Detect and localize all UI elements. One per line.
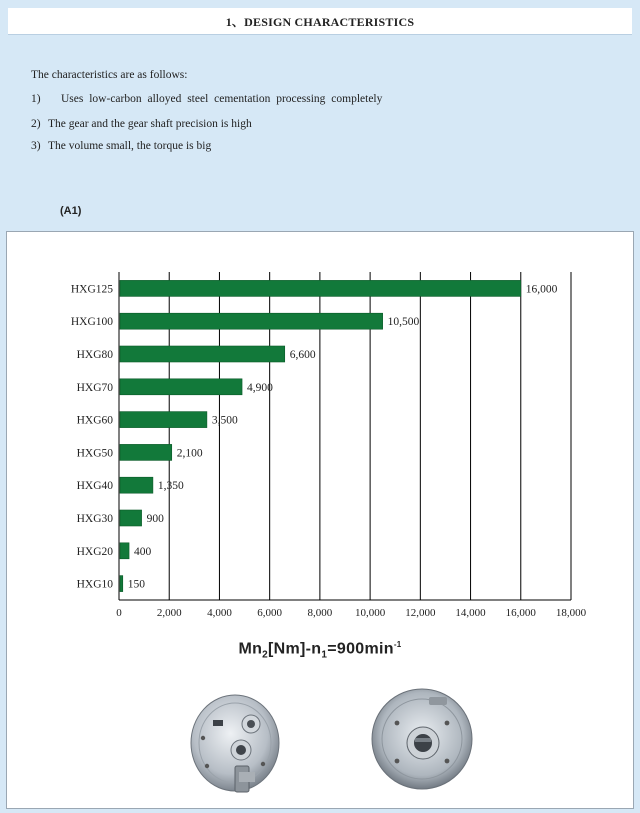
value-label-hxg60: 3,500 [211,414,238,427]
gear-reducer-photo-1 [183,688,283,798]
bar-hxg70 [120,379,242,395]
list-item-num-1: 1) [31,93,41,105]
bar-hxg50 [120,444,172,460]
x-tick-label-0: 0 [116,607,122,619]
category-label-hxg70: HXG70 [76,381,113,394]
value-label-hxg100: 10,500 [387,316,420,329]
bar-hxg30 [120,510,142,526]
category-label-hxg10: HXG10 [76,578,113,591]
chart-panel [6,231,634,809]
x-tick-label-7: 14,000 [455,607,486,619]
axis-title-tail: =900min [327,640,394,658]
bar-hxg10 [120,576,123,592]
category-label-hxg125: HXG125 [70,283,113,296]
bar-hxg40 [120,477,153,493]
x-tick-label-3: 6,000 [257,607,283,619]
value-label-hxg70: 4,900 [247,381,273,394]
x-tick-label-8: 16,000 [505,607,536,619]
gear-reducer-photo-2 [367,683,477,793]
value-label-hxg50: 2,100 [176,447,203,460]
value-label-hxg80: 6,600 [289,349,316,361]
x-tick-label-4: 8,000 [307,607,333,619]
bar-hxg60 [120,412,207,428]
value-label-hxg125: 16,000 [525,283,558,296]
bar-hxg125 [120,280,521,296]
x-tick-label-2: 4,000 [207,607,232,619]
axis-title-sub1: 1 [321,649,328,661]
x-tick-label-9: 18,000 [555,607,587,619]
list-item-num-3: 3) [31,140,41,152]
category-label-hxg80: HXG80 [76,349,113,361]
page-title: 1、DESIGN CHARACTERISTICS [225,15,415,29]
category-label-hxg60: HXG60 [76,414,113,427]
x-tick-label-1: 2,000 [156,607,182,619]
axis-title-main: Mn [238,640,263,658]
category-label-hxg50: HXG50 [76,447,113,460]
category-label-hxg100: HXG100 [70,316,113,329]
axis-title-mid: [Nm]-n [268,640,322,658]
value-label-hxg30: 900 [146,513,164,525]
bar-hxg80 [120,346,285,362]
list-item-text-3: The volume small, the torque is big [48,140,212,152]
list-item-text-2: The gear and the gear shaft precision is high [48,118,252,130]
value-label-hxg10: 150 [127,578,146,591]
title-bar [8,8,632,35]
x-axis-title [7,640,633,661]
bar-hxg100 [120,313,383,329]
category-label-hxg30: HXG30 [76,513,113,525]
axis-title-sup: -1 [393,640,402,649]
list-item-text-1: Uses low-carbon alloyed steel cementation processing completely [61,93,383,105]
list-item-num-2: 2) [31,118,41,130]
value-label-hxg20: 400 [134,545,152,558]
intro-lead: The characteristics are as follows: [31,69,188,81]
bar-chart [7,232,633,632]
bar-hxg20 [120,543,129,559]
section-label: (A1) [60,205,82,217]
axis-title-sub2: 2 [262,649,269,661]
x-tick-label-5: 10,000 [354,607,386,619]
category-label-hxg40: HXG40 [76,480,113,493]
category-label-hxg20: HXG20 [76,545,113,558]
x-tick-label-6: 12,000 [405,607,436,619]
value-label-hxg40: 1,350 [157,480,184,493]
